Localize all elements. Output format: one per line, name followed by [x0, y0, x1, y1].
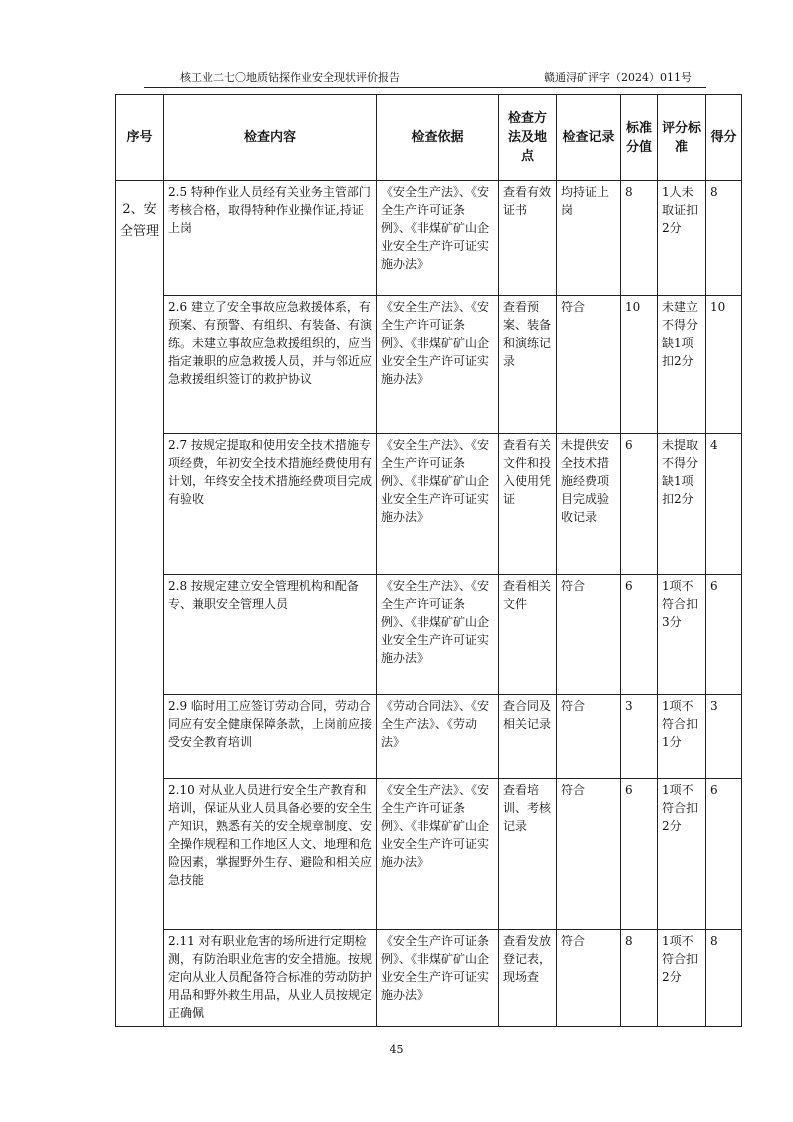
table-row [116, 930, 742, 1027]
inspection-table [115, 94, 742, 1027]
std-score-cell: 6 [621, 779, 658, 930]
report-number: 赣通浔矿评字（2024）011号 [544, 71, 692, 84]
content-cell: 2.5 特种作业人员经有关业务主管部门考核合格，取得特种作业操作证,持证上岗 [164, 181, 377, 296]
table-row [116, 296, 742, 434]
std-score-cell: 3 [621, 695, 658, 779]
record-cell: 符合 [557, 695, 621, 779]
record-cell: 符合 [557, 779, 621, 930]
record-cell: 均持证上岗 [557, 181, 621, 296]
std-score-cell: 6 [621, 434, 658, 575]
content-cell: 2.9 临时用工应签订劳动合同，劳动合同应有安全健康保障条款，上岗前应接受安全教育培训 [164, 695, 377, 779]
col-header-score: 得分 [706, 95, 742, 181]
method-cell: 查看有效证书 [499, 181, 557, 296]
record-cell: 符合 [557, 930, 621, 1027]
col-header-index: 序号 [116, 95, 164, 181]
content-cell: 2.7 按规定提取和使用安全技术措施专项经费，年初安全技术措施经费使用有计划，年终安全技术措施经费项目完成有验收 [164, 434, 377, 575]
std-score-cell: 8 [621, 930, 658, 1027]
rule-cell: 1项不符合扣2分 [658, 930, 706, 1027]
score-cell: 3 [706, 695, 742, 779]
rule-cell: 1项不符合扣3分 [658, 575, 706, 695]
content-cell: 2.11 对有职业危害的场所进行定期检测，有防治职业危害的安全措施。按规定向从业人员配备符合标准的劳动防护用品和野外救生用品，从业人员按规定正确佩 [164, 930, 377, 1027]
table-header-row [116, 95, 742, 181]
category-cell: 2、安全管理 [116, 181, 164, 1027]
score-cell: 8 [706, 181, 742, 296]
rule-cell: 未提取不得分缺1项扣2分 [658, 434, 706, 575]
col-header-record: 检查记录 [557, 95, 621, 181]
table-row [116, 695, 742, 779]
record-cell: 符合 [557, 296, 621, 434]
score-cell: 6 [706, 575, 742, 695]
rule-cell: 1项不符合扣2分 [658, 779, 706, 930]
basis-cell: 《安全生产法》、《安全生产许可证条例》、《非煤矿矿山企业安全生产许可证实施办法》 [377, 296, 499, 434]
basis-cell: 《安全生产许可证条例》、《非煤矿矿山企业安全生产许可证实施办法》 [377, 930, 499, 1027]
method-cell: 查看预案、装备和演练记录 [499, 296, 557, 434]
report-title: 核工业二七〇地质钻探作业安全现状评价报告 [180, 71, 400, 84]
col-header-method: 检查方法及地点 [499, 95, 557, 181]
col-header-basis: 检查依据 [377, 95, 499, 181]
std-score-cell: 10 [621, 296, 658, 434]
col-header-std-score: 标准分值 [621, 95, 658, 181]
rule-cell: 未建立不得分缺1项扣2分 [658, 296, 706, 434]
method-cell: 查看发放登记表，现场查 [499, 930, 557, 1027]
basis-cell: 《安全生产法》、《安全生产许可证条例》、《非煤矿矿山企业安全生产许可证实施办法》 [377, 779, 499, 930]
std-score-cell: 6 [621, 575, 658, 695]
method-cell: 查看相关文件 [499, 575, 557, 695]
score-cell: 6 [706, 779, 742, 930]
page-number: 45 [389, 1043, 404, 1056]
col-header-rule: 评分标准 [658, 95, 706, 181]
running-header [144, 70, 706, 86]
std-score-cell: 8 [621, 181, 658, 296]
content-cell: 2.10 对从业人员进行安全生产教育和培训，保证从业人员具备必要的安全生产知识，熟悉有关的安全规章制度、安全操作规程和工作地区人文、地理和危险因素，掌握野外生存、避险和相关应急技能 [164, 779, 377, 930]
score-cell: 8 [706, 930, 742, 1027]
score-cell: 4 [706, 434, 742, 575]
header-rule [144, 87, 706, 88]
table-row [116, 575, 742, 695]
record-cell: 未提供安全技术措施经费项目完成验收记录 [557, 434, 621, 575]
rule-cell: 1人未取证扣2分 [658, 181, 706, 296]
method-cell: 查看有关文件和投入使用凭证 [499, 434, 557, 575]
col-header-content: 检查内容 [164, 95, 377, 181]
method-cell: 查看培训、考核记录 [499, 779, 557, 930]
record-cell: 符合 [557, 575, 621, 695]
method-cell: 查合同及相关记录 [499, 695, 557, 779]
content-cell: 2.6 建立了安全事故应急救援体系，有预案、有预警、有组织、有装备、有演练。未建立事故应急救援组织的，应当指定兼职的应急救援人员，并与邻近应急救援组织签订的救护协议 [164, 296, 377, 434]
table-row [116, 779, 742, 930]
basis-cell: 《安全生产法》、《安全生产许可证条例》、《非煤矿矿山企业安全生产许可证实施办法》 [377, 434, 499, 575]
table-row [116, 181, 742, 296]
content-cell: 2.8 按规定建立安全管理机构和配备专、兼职安全管理人员 [164, 575, 377, 695]
basis-cell: 《安全生产法》、《安全生产许可证条例》、《非煤矿矿山企业安全生产许可证实施办法》 [377, 181, 499, 296]
rule-cell: 1项不符合扣1分 [658, 695, 706, 779]
basis-cell: 《劳动合同法》、《安全生产法》、《劳动法》 [377, 695, 499, 779]
table-row [116, 434, 742, 575]
basis-cell: 《安全生产法》、《安全生产许可证条例》、《非煤矿矿山企业安全生产许可证实施办法》 [377, 575, 499, 695]
score-cell: 10 [706, 296, 742, 434]
